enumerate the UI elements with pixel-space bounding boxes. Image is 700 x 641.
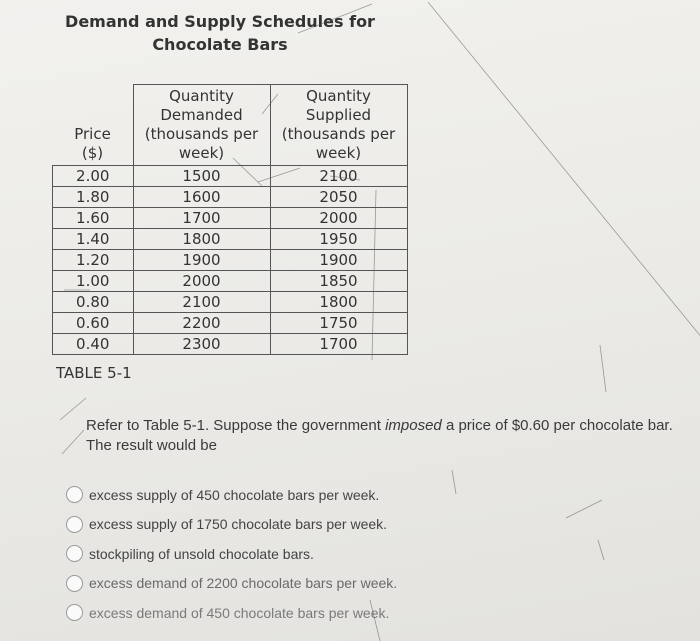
radio-button[interactable] — [66, 575, 83, 592]
header-text: week) — [315, 144, 362, 162]
answer-option-label[interactable]: excess supply of 1750 chocolate bars per week. — [89, 516, 388, 533]
quantity-demanded-cell: 2300 — [133, 334, 270, 355]
answer-option-label[interactable]: excess demand of 450 chocolate bars per week. — [89, 604, 390, 621]
table-caption: TABLE 5-1 — [56, 364, 132, 382]
table-title-line-1: Demand and Supply Schedules for — [65, 12, 375, 31]
answer-option[interactable] — [66, 510, 397, 540]
quantity-supplied-cell: 1850 — [270, 271, 407, 292]
table-row — [53, 292, 408, 313]
quantity-supplied-cell: 1900 — [270, 250, 407, 271]
question-text-part: Refer to Table 5-1. Suppose the government — [86, 417, 386, 434]
answer-option-label[interactable]: excess demand of 2200 chocolate bars per week. — [89, 575, 398, 592]
price-cell: 1.40 — [53, 229, 134, 250]
quantity-supplied-cell: 1950 — [270, 229, 407, 250]
radio-button[interactable] — [66, 516, 83, 533]
quantity-demanded-cell: 1900 — [133, 250, 270, 271]
answer-option-label[interactable]: stockpiling of unsold chocolate bars. — [89, 545, 314, 562]
header-text: Supplied — [305, 106, 372, 124]
quantity-supplied-cell: 2100 — [270, 166, 407, 187]
pen-stroke — [566, 500, 602, 518]
answer-option[interactable] — [66, 598, 397, 628]
radio-button[interactable] — [66, 604, 83, 621]
table-title — [60, 10, 380, 56]
question-text — [86, 416, 686, 456]
price-cell: 0.80 — [53, 292, 134, 313]
answer-options — [66, 480, 397, 628]
quantity-demanded-cell: 1500 — [133, 166, 270, 187]
header-text: Quantity — [306, 87, 371, 105]
table-row — [53, 313, 408, 334]
radio-button[interactable] — [66, 545, 83, 562]
question-emphasis: imposed — [385, 417, 442, 434]
price-cell: 1.20 — [53, 250, 134, 271]
price-cell: 1.60 — [53, 208, 134, 229]
quantity-demanded-column-header — [133, 85, 270, 166]
header-text: (thousands per — [144, 125, 259, 143]
quantity-supplied-cell: 2050 — [270, 187, 407, 208]
question-text-part: a price of $0.60 per chocolate bar. The result would be — [86, 417, 673, 454]
price-cell: 1.00 — [53, 271, 134, 292]
schedule-table — [52, 84, 408, 355]
answer-option[interactable] — [66, 569, 397, 599]
quantity-demanded-cell: 1800 — [133, 229, 270, 250]
price-cell: 0.60 — [53, 313, 134, 334]
quantity-supplied-column-header — [270, 85, 407, 166]
header-text: (thousands per — [281, 125, 396, 143]
header-text: Demanded — [160, 106, 243, 124]
pen-stroke — [452, 470, 456, 494]
quantity-demanded-cell: 2100 — [133, 292, 270, 313]
header-text: week) — [178, 144, 225, 162]
pen-stroke — [60, 398, 86, 420]
price-cell: 0.40 — [53, 334, 134, 355]
quantity-demanded-cell: 2200 — [133, 313, 270, 334]
table-row — [53, 208, 408, 229]
table-row — [53, 271, 408, 292]
answer-option-label[interactable]: excess supply of 450 chocolate bars per week. — [89, 486, 380, 503]
table-row — [53, 250, 408, 271]
price-cell: 2.00 — [53, 166, 134, 187]
table-row — [53, 166, 408, 187]
table-header-row — [53, 85, 408, 166]
price-cell: 1.80 — [53, 187, 134, 208]
pen-stroke — [428, 2, 700, 338]
quantity-supplied-cell: 1750 — [270, 313, 407, 334]
table-row — [53, 229, 408, 250]
answer-option[interactable] — [66, 539, 397, 569]
table-row — [53, 334, 408, 355]
quantity-demanded-cell: 1600 — [133, 187, 270, 208]
quantity-supplied-cell: 2000 — [270, 208, 407, 229]
header-text: Quantity — [169, 87, 234, 105]
table-title-line-2: Chocolate Bars — [152, 35, 288, 54]
answer-option[interactable] — [66, 480, 397, 510]
pen-stroke — [62, 430, 84, 454]
quantity-supplied-cell: 1700 — [270, 334, 407, 355]
header-text: Price — [74, 125, 111, 143]
pen-stroke — [600, 345, 606, 392]
quantity-demanded-cell: 1700 — [133, 208, 270, 229]
header-text: ($) — [81, 144, 104, 162]
price-column-header — [53, 85, 134, 166]
quantity-demanded-cell: 2000 — [133, 271, 270, 292]
table-row — [53, 187, 408, 208]
quantity-supplied-cell: 1800 — [270, 292, 407, 313]
radio-button[interactable] — [66, 486, 83, 503]
pen-stroke — [598, 540, 604, 560]
